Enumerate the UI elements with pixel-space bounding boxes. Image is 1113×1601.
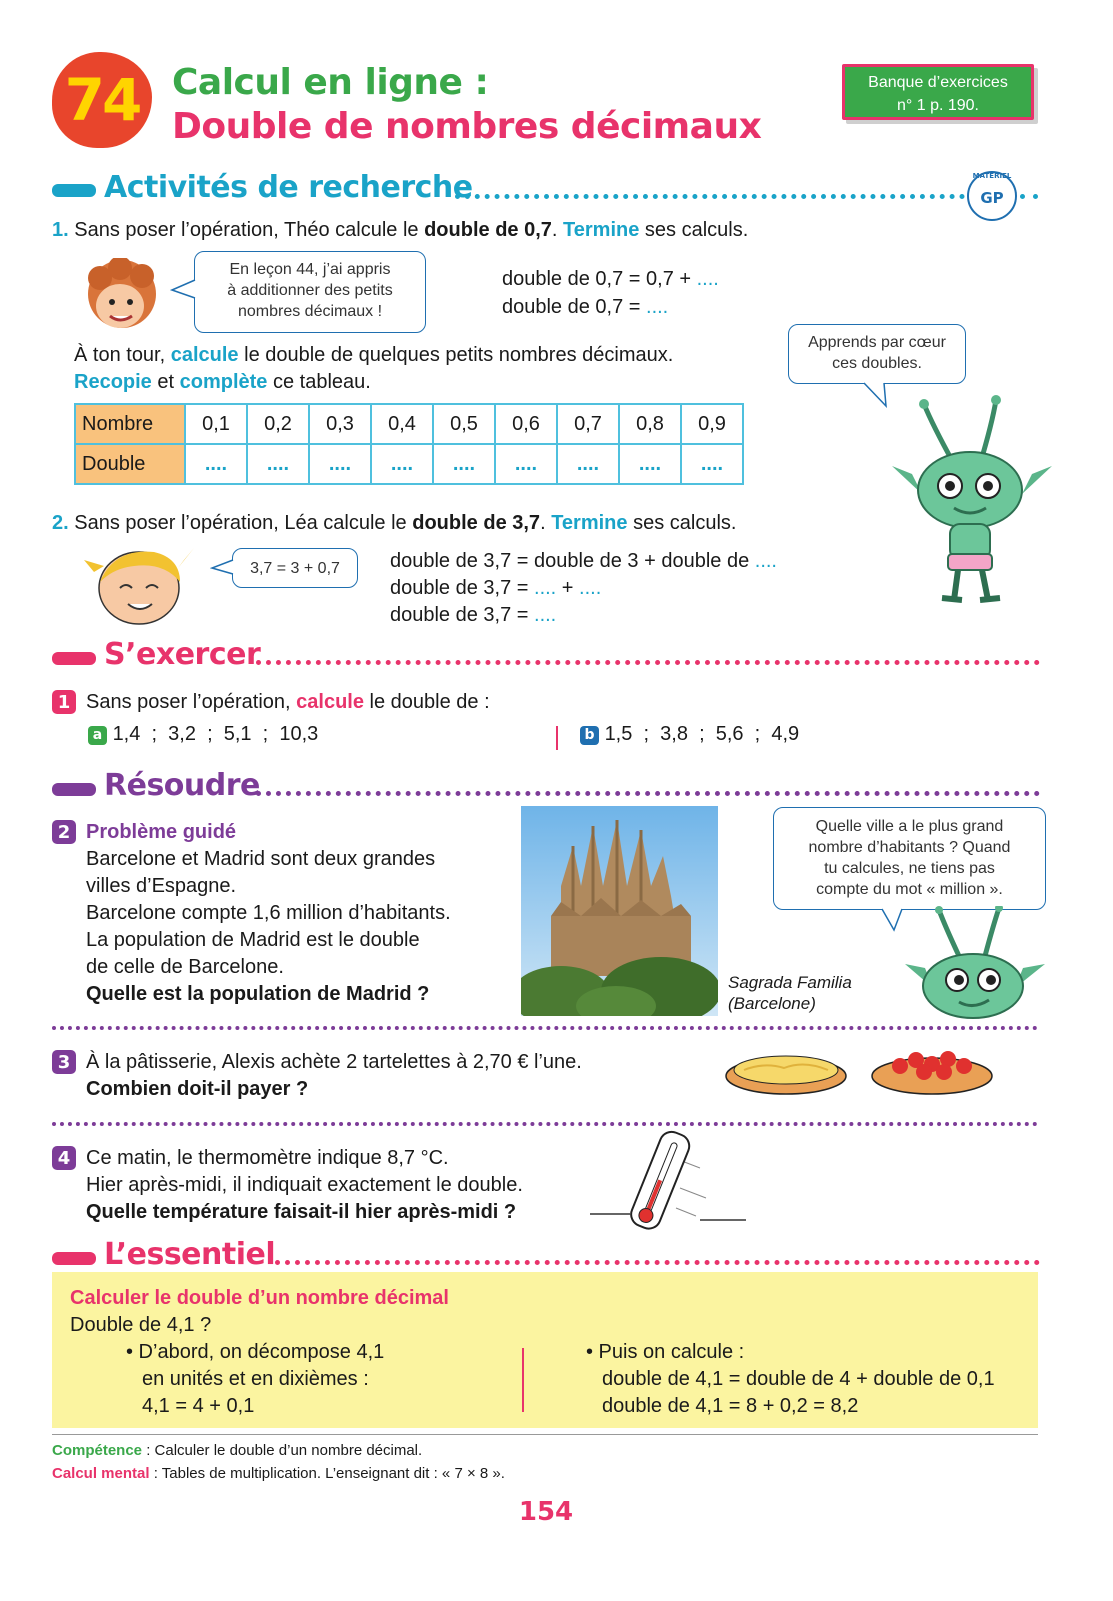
tour-text: le double de quelques petits nombres décimaux. — [238, 344, 674, 366]
blank-dots: .... — [646, 296, 669, 318]
doubles-table — [74, 403, 744, 485]
bubble-line: tu calcules, ne tiens pas — [824, 860, 995, 877]
essentiel-line: • D’abord, on décompose 4,1 — [126, 1341, 385, 1363]
mental-text: : Tables de multiplication. L’enseignant dit : « 7 × 8 ». — [149, 1465, 505, 1482]
exercise-number-badge: 3 — [52, 1050, 76, 1074]
mental-label: Calcul mental — [52, 1465, 150, 1482]
table-cell: 0,1 — [185, 404, 247, 444]
table-cell: 0,7 — [557, 404, 619, 444]
competence-text: : Calculer le double d’un nombre décimal. — [142, 1442, 423, 1459]
q1-recopie-instruction — [74, 369, 371, 396]
tableau-text: ce tableau. — [267, 371, 371, 393]
section-title-resoudre: Résoudre — [104, 768, 260, 803]
caption-line: (Barcelone) — [728, 994, 816, 1013]
section-dotted-line-end — [1020, 194, 1038, 199]
recopie-verb: Recopie — [74, 371, 152, 393]
table-blank-cell: .... — [185, 444, 247, 484]
thermometer-icon — [590, 1128, 750, 1234]
table-blank-cell: .... — [247, 444, 309, 484]
section-bar — [52, 184, 96, 197]
exercise-1-instruction — [86, 689, 490, 716]
svg-text:GP: GP — [980, 189, 1004, 207]
table-cell: 0,6 — [495, 404, 557, 444]
table-blank-cell: .... — [433, 444, 495, 484]
table-cell: 0,9 — [681, 404, 743, 444]
bubble-tail — [170, 278, 196, 300]
question-number: 2. — [52, 512, 69, 534]
lea-character-icon — [84, 542, 194, 626]
table-row — [75, 444, 743, 484]
page-number: 154 — [518, 1497, 574, 1527]
et-text: et — [151, 371, 180, 393]
bank-line2: n° 1 p. 190. — [896, 97, 979, 114]
q1-punct: . — [551, 219, 564, 241]
ex1-text: le double de : — [363, 691, 490, 713]
essentiel-heading: Calculer le double d’un nombre décimal — [70, 1287, 449, 1309]
problem-question: Quelle est la population de Madrid ? — [86, 983, 430, 1005]
footer-competence — [52, 1442, 422, 1459]
bubble-line: Quelle ville a le plus grand — [815, 818, 1004, 835]
caption-line: Sagrada Familia — [728, 973, 852, 992]
essentiel-line: en unités et en dixièmes : — [142, 1368, 369, 1390]
problem-line: Barcelone compte 1,6 million d’habitants. — [86, 902, 451, 924]
blank-dots: .... — [534, 604, 557, 626]
bubble-line: compte du mot « million ». — [816, 881, 1003, 898]
essentiel-line: double de 4,1 = double de 4 + double de 0,1 — [602, 1368, 995, 1390]
problem-line: Hier après-midi, il indiquait exactement le double. — [86, 1174, 523, 1196]
exercise-separator — [52, 1026, 1038, 1030]
bubble-line: Apprends par cœur — [808, 334, 946, 351]
lesson-title-line2: Double de nombres décimaux — [172, 106, 762, 147]
part-b-values: 1,5 ; 3,8 ; 5,6 ; 4,9 — [604, 723, 800, 745]
problem-line: de celle de Barcelone. — [86, 956, 284, 978]
q2-verb: Termine — [551, 512, 628, 534]
table-blank-cell: .... — [371, 444, 433, 484]
tour-verb: calcule — [170, 344, 239, 366]
competence-label: Compétence — [52, 1442, 143, 1459]
table-blank-cell: .... — [619, 444, 681, 484]
problem-line: Ce matin, le thermomètre indique 8,7 °C. — [86, 1147, 449, 1169]
lesson-title-line1: Calcul en ligne : — [172, 62, 489, 103]
alien-speech-bubble — [788, 324, 966, 384]
alien-hint-bubble — [773, 807, 1046, 910]
exercise-4-text — [86, 1145, 523, 1226]
theo-character-icon — [80, 258, 164, 336]
question-1 — [52, 217, 748, 244]
table-blank-cell: .... — [557, 444, 619, 484]
table-blank-cell: .... — [309, 444, 371, 484]
bubble-tail — [880, 908, 908, 932]
section-dotted-line — [455, 194, 965, 199]
bubble-line: nombre d’habitants ? Quand — [808, 839, 1011, 856]
bank-line1: Banque d’exercices — [868, 74, 1008, 91]
q1-tour-instruction — [74, 342, 673, 369]
question-2 — [52, 510, 736, 537]
table-cell: 0,8 — [619, 404, 681, 444]
q2-text: Sans poser l’opération, Léa calcule le — [74, 512, 413, 534]
problem-question: Combien doit-il payer ? — [86, 1078, 309, 1100]
exercise-number-badge: 4 — [52, 1146, 76, 1170]
bubble-line: à additionner des petits — [227, 282, 393, 299]
section-dotted-line — [256, 791, 1040, 796]
table-row — [75, 404, 743, 444]
essentiel-left-column — [126, 1339, 384, 1420]
q1-verb: Termine — [563, 219, 640, 241]
blank-dots: .... — [534, 577, 557, 599]
essentiel-line: double de 4,1 = 8 + 0,2 = 8,2 — [602, 1395, 859, 1417]
exercise-2-text — [86, 846, 451, 1008]
ex1-verb: calcule — [296, 691, 364, 713]
bubble-line: nombres décimaux ! — [237, 303, 383, 320]
alien-character-icon — [892, 394, 1052, 606]
exercise-1-part-b — [580, 721, 799, 748]
table-cell: 0,3 — [309, 404, 371, 444]
q1-calc-line2 — [502, 294, 668, 321]
problem-line: À la pâtisserie, Alexis achète 2 tartelettes à 2,70 € l’une. — [86, 1051, 582, 1073]
alien-head-icon — [905, 906, 1045, 1020]
q1-text: Sans poser l’opération, Théo calcule le — [74, 219, 425, 241]
exercise-number-badge: 1 — [52, 690, 76, 714]
ex1-text: Sans poser l’opération, — [86, 691, 297, 713]
section-dotted-line — [275, 1260, 1040, 1265]
q2-bold: double de 3,7 — [412, 512, 541, 534]
q1-end: ses calculs. — [639, 219, 749, 241]
exercise-3-text — [86, 1049, 582, 1103]
essentiel-line: 4,1 = 4 + 0,1 — [142, 1395, 255, 1417]
section-bar — [52, 1252, 96, 1265]
section-dotted-line — [256, 660, 1040, 665]
bubble-tail — [862, 382, 890, 408]
lemon-tart-icon — [724, 1046, 848, 1096]
problem-line: villes d’Espagne. — [86, 875, 237, 897]
problem-line: Barcelone et Madrid sont deux grandes — [86, 848, 436, 870]
exercise-number-badge: 2 — [52, 820, 76, 844]
part-a-values: 1,4 ; 3,2 ; 5,1 ; 10,3 — [112, 723, 319, 745]
problem-question: Quelle température faisait-il hier après-midi ? — [86, 1201, 517, 1223]
strawberry-tart-icon — [870, 1042, 994, 1096]
question-number: 1. — [52, 219, 69, 241]
exercise-separator — [52, 1122, 1038, 1126]
q2-end: ses calculs. — [627, 512, 737, 534]
problem-line: La population de Madrid est le double — [86, 929, 420, 951]
exercise-1-part-a — [88, 721, 318, 748]
table-blank-cell: .... — [495, 444, 557, 484]
exercise-bank-link[interactable] — [842, 64, 1034, 120]
q2-punct: . — [540, 512, 552, 534]
bubble-line: En leçon 44, j’ai appris — [229, 261, 391, 278]
part-a-badge: a — [88, 726, 107, 745]
complete-verb: complète — [179, 371, 268, 393]
lesson-number-badge: 74 — [52, 52, 152, 148]
table-blank-cell: .... — [681, 444, 743, 484]
section-bar — [52, 783, 96, 796]
calc-text: double de 3,7 = — [390, 577, 535, 599]
column-divider — [522, 1348, 524, 1412]
essentiel-right-column — [586, 1339, 995, 1420]
blank-dots: .... — [696, 268, 719, 290]
photo-caption — [728, 972, 852, 1014]
footer-calcul-mental — [52, 1465, 505, 1482]
section-title-exercer: S’exercer — [104, 637, 261, 672]
essentiel-line: • Puis on calcule : — [586, 1341, 745, 1363]
blank-dots: .... — [579, 577, 602, 599]
table-cell: 0,2 — [247, 404, 309, 444]
tour-text: À ton tour, — [74, 344, 171, 366]
calc-text: + — [556, 577, 580, 599]
q2-calc-line3 — [390, 602, 556, 629]
calc-text: double de 3,7 = double de 3 + double de — [390, 550, 755, 572]
blank-dots: .... — [754, 550, 777, 572]
calc-text: double de 3,7 = — [390, 604, 535, 626]
table-row-header-double: Double — [75, 444, 185, 484]
lea-speech-bubble: 3,7 = 3 + 0,7 — [232, 548, 358, 588]
materiel-gp-icon — [966, 170, 1018, 222]
materiel-label: MATÉRIEL — [972, 172, 1012, 180]
footer-divider — [52, 1434, 1038, 1435]
part-b-badge: b — [580, 726, 599, 745]
theo-speech-bubble — [194, 251, 426, 333]
section-bar — [52, 652, 96, 665]
guided-problem-heading: Problème guidé — [86, 821, 237, 843]
table-row-header-nombre: Nombre — [75, 404, 185, 444]
q1-bold: double de 0,7 — [424, 219, 552, 241]
bubble-line: ces doubles. — [832, 355, 922, 372]
sagrada-familia-photo — [521, 806, 718, 1016]
section-title-essentiel: L’essentiel — [104, 1237, 276, 1272]
q1-calc-line1 — [502, 266, 719, 293]
calc-text: double de 0,7 = — [502, 296, 647, 318]
essentiel-intro: Double de 4,1 ? — [70, 1314, 212, 1336]
q2-calc-line1 — [390, 548, 777, 575]
table-cell: 0,4 — [371, 404, 433, 444]
section-title-activites: Activités de recherche — [104, 170, 473, 205]
calc-text: double de 0,7 = 0,7 + — [502, 268, 697, 290]
column-divider — [556, 726, 558, 750]
bubble-tail — [210, 558, 234, 578]
table-cell: 0,5 — [433, 404, 495, 444]
q2-calc-line2 — [390, 575, 601, 602]
